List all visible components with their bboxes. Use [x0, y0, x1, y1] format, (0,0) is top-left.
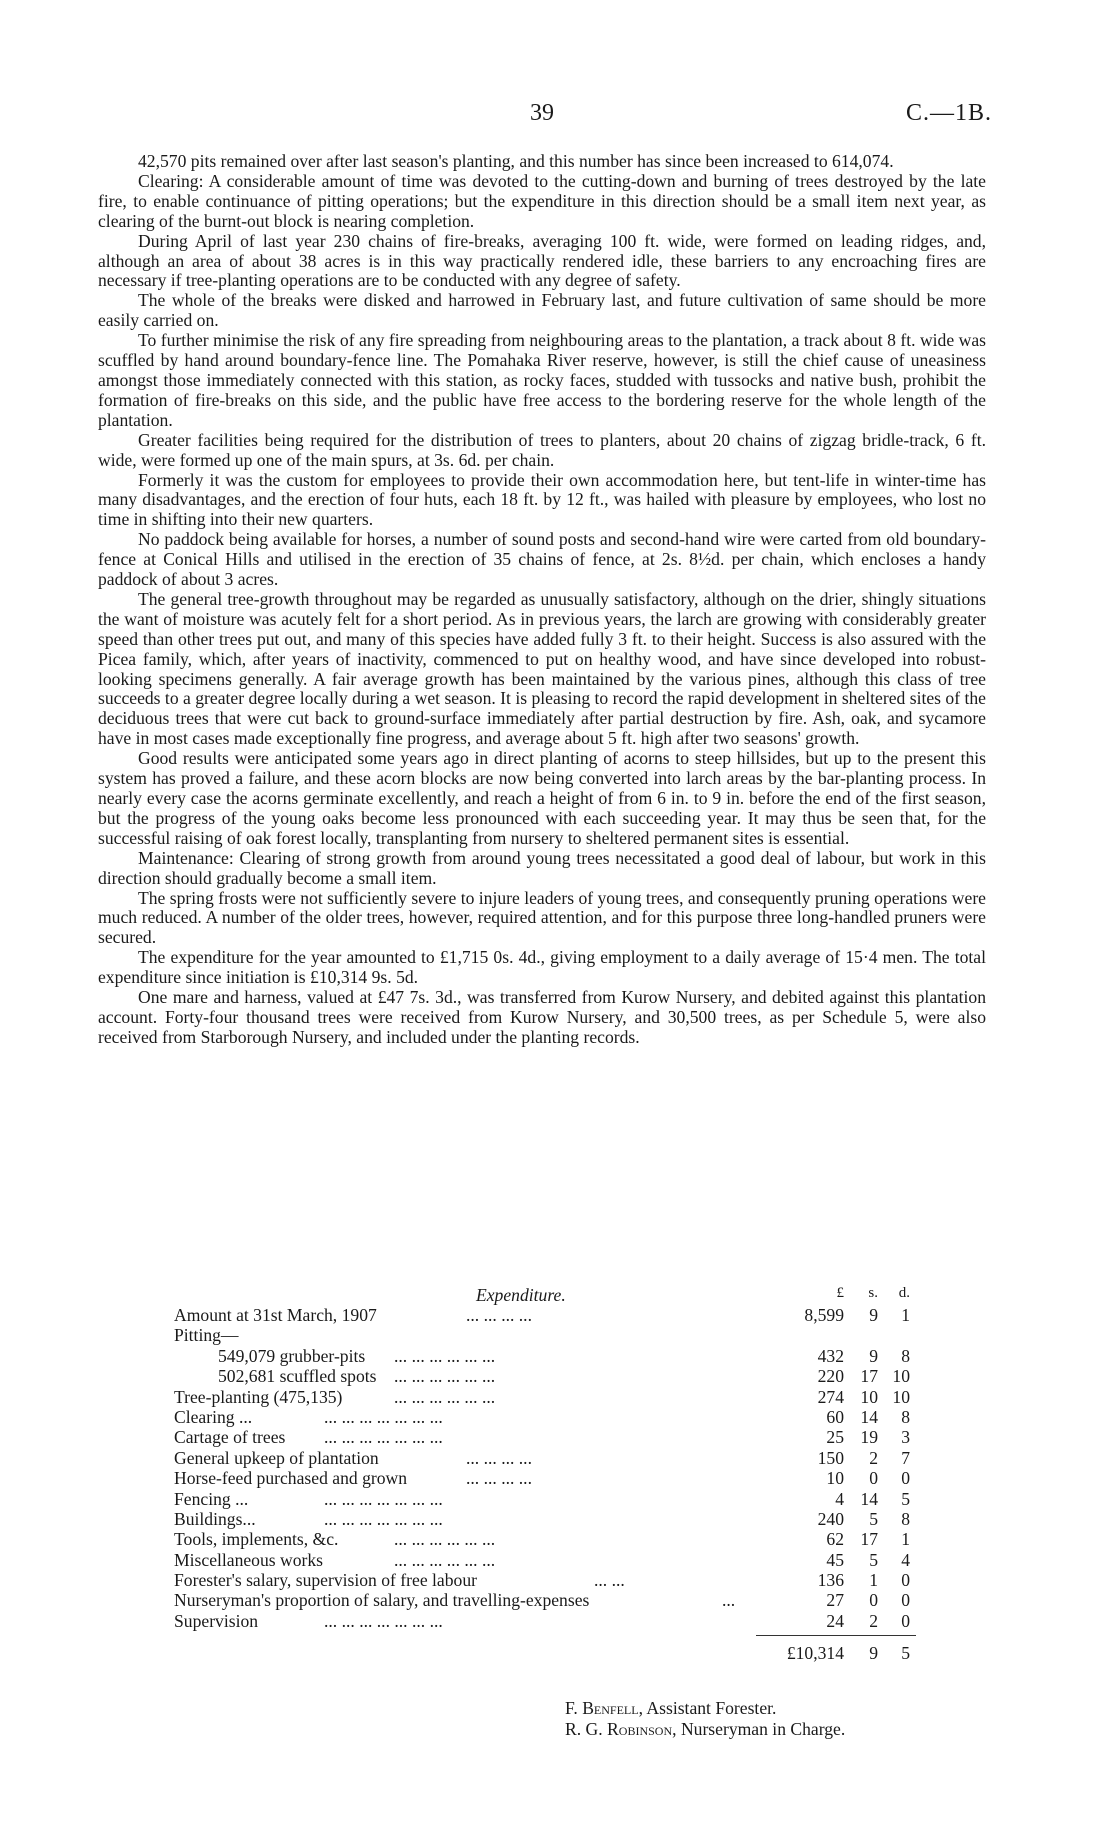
row-shillings: 5 [869, 1508, 878, 1529]
row-shillings: 17 [860, 1529, 878, 1550]
row-pence: 8 [901, 1508, 910, 1529]
row-label: Tree-planting (475,135) [174, 1386, 343, 1407]
row-shillings: 5 [869, 1549, 878, 1570]
paragraph: To further minimise the risk of any fire spreading from neighbouring areas to the plantation, a track about 8 ft. wide was scuffled by hand around boundary-fence line. The Pomahaka River reserve, however, is still the chief cause of uneasiness amongst those immediately connected with this station, as rocky faces, studded with tussocks and native bush, prohibit the formation of fire-breaks on this side, and the public have free access to the bordering reserve for the whole length of the plantation. [98, 330, 986, 430]
table-row: 502,681 scuffled spots ... ... ... ... ... ... 220 17 10 [218, 1366, 910, 1387]
paragraph: 42,570 pits remained over after last season's planting, and this number has since been increased to 614,074. [138, 151, 894, 171]
total-rule [756, 1635, 916, 1636]
row-shillings: 0 [869, 1590, 878, 1611]
row-shillings: 2 [869, 1610, 878, 1631]
paragraph: Good results were anticipated some years ago in direct planting of acorns to steep hillsides, but up to the present this system has proved a failure, and these acorn blocks are now being converted into larch areas by the bar-planting process. In nearly every case the acorns germinate excellently, and reach a height of from 6 in. to 9 in. before the end of the first season, but the progress of the young oaks become less pronounced with each succeeding year. It may thus be seen that, for the successful raising of oak forest locally, transplanting from nursery to sheltered permanent sites is essential. [98, 748, 986, 848]
row-label: Pitting— [174, 1325, 239, 1346]
paragraph: Greater facilities being required for the distribution of trees to planters, about 20 chains of zigzag bridle-track, 6 ft. wide, were formed up one of the main spurs, at 3s. 6d. per chain. [98, 429, 986, 470]
paragraph: No paddock being available for horses, a number of sound posts and second-hand wire were carted from old boundary-fence at Conical Hills and utilised in the erection of 35 chains of fence, at 2s. 8½d. per chain, which encloses a handy paddock of about 3 acres. [98, 529, 986, 590]
signature-initials: R. G. [565, 1719, 603, 1739]
expenditure-title: Expenditure. [476, 1285, 566, 1305]
table-row: Fencing ... ... ... ... ... ... ... ... 4 14 5 [174, 1488, 910, 1509]
paragraph: During April of last year 230 chains of fire-breaks, averaging 100 ft. wide, were formed on leading ridges, and, although an area of about 38 acres is in this way practically rendered idle, these barriers to any encroaching fires are necessary if tree-planting operations are to be conducted with any degree of safety. [98, 230, 986, 291]
row-pounds: 150 [817, 1447, 844, 1468]
row-pounds: 60 [826, 1406, 844, 1427]
expenditure-header [174, 1285, 944, 1305]
page-number: 39 [530, 100, 554, 126]
row-pence: 0 [901, 1570, 910, 1591]
row-label: Clearing ... [174, 1406, 253, 1427]
row-label: Fencing ... [174, 1488, 249, 1509]
row-pounds: 45 [826, 1549, 844, 1570]
signatures [565, 1698, 845, 1740]
row-pounds: 432 [817, 1345, 844, 1366]
table-row: 549,079 grubber-pits ... ... ... ... ... ... 432 9 8 [218, 1345, 910, 1366]
row-label: Amount at 31st March, 1907 [174, 1305, 377, 1325]
row-pence: 10 [892, 1386, 910, 1407]
row-shillings: 9 [869, 1345, 878, 1366]
table-row: Horse-feed purchased and grown ... ... ... ... 10 0 0 [174, 1468, 910, 1489]
row-label: Buildings... [174, 1508, 256, 1529]
paragraph: The general tree-growth throughout may be regarded as unusually satisfactory, although on the drier, shingly situations the want of moisture was acutely felt for a short period. As in previous years, the larch are growing with considerably greater speed than other trees put out, and many of this species have added fully 3 ft. to their height. Success is also assured with the Picea family, which, after years of inactivity, commenced to put on healthy wood, and have since developed into robust-looking specimens generally. A fair average growth has been maintained by the various pines, although this class of tree succeeds to a greater degree locally during a wet season. It is pleasing to record the rapid development in sheltered sites of the deciduous trees that were cut back to ground-surface immediately after partial destruction by fire. Ash, oak, and sycamore have in most cases made exceptionally fine progress, and average about 5 ft. high after two seasons' growth. [98, 588, 986, 749]
row-shillings: 2 [869, 1447, 878, 1468]
paragraph: One mare and harness, valued at £47 7s. 3d., was transferred from Kurow Nursery, and debited against this plantation account. Forty-four thousand trees were received from Kurow Nursery, and 30,500 trees, as per Schedule 5, were also received from Starborough Nursery, and included under the planting records. [98, 987, 986, 1047]
row-label: Supervision [174, 1610, 259, 1631]
paragraph: Maintenance: Clearing of strong growth from around young trees necessitated a good deal of labour, but work in this direction should gradually become a small item. [98, 847, 986, 888]
row-pence: 7 [901, 1447, 910, 1468]
table-row: Tree-planting (475,135) ... ... ... ... ... ... 274 10 10 [174, 1386, 910, 1407]
row-pence: 1 [901, 1305, 910, 1325]
row-pounds: 24 [826, 1610, 844, 1631]
row-pence: 5 [901, 1488, 910, 1509]
row-label: Nurseryman's proportion of salary, and travelling-expenses [174, 1590, 590, 1611]
table-row: Nurseryman's proportion of salary, and travelling-expenses ... 27 0 0 [174, 1590, 910, 1611]
row-pence: 0 [901, 1590, 910, 1611]
row-label: 549,079 grubber-pits [218, 1345, 366, 1366]
row-pounds: 10 [826, 1468, 844, 1489]
row-label: General upkeep of plantation [174, 1447, 379, 1468]
row-pounds: 8,599 [804, 1305, 844, 1325]
table-row: Miscellaneous works ... ... ... ... ... ... 45 5 4 [174, 1549, 910, 1570]
page-header [0, 100, 1114, 130]
row-pounds: 274 [817, 1386, 844, 1407]
pence-heading: d. [898, 1285, 910, 1301]
row-pence: 8 [901, 1345, 910, 1366]
row-pence: 1 [901, 1529, 910, 1550]
row-label: Cartage of trees [174, 1427, 286, 1448]
row-pounds: 220 [817, 1366, 844, 1387]
row-shillings: 0 [869, 1468, 878, 1489]
row-pounds: 4 [835, 1488, 844, 1509]
table-row [174, 1325, 944, 1345]
row-pence: 4 [901, 1549, 910, 1570]
signature-title: Nurseryman in Charge. [680, 1719, 846, 1739]
row-shillings: 1 [869, 1570, 878, 1591]
total-shillings: 9 [869, 1643, 878, 1664]
total-pounds: £10,314 [786, 1643, 844, 1664]
row-pence: 8 [901, 1406, 910, 1427]
page-reference: C.—1B. [905, 100, 992, 126]
row-pence: 10 [892, 1366, 910, 1387]
table-row: Cartage of trees ... ... ... ... ... ... ... 25 19 3 [174, 1427, 910, 1448]
row-shillings: 17 [860, 1366, 878, 1387]
paragraph: The spring frosts were not sufficiently severe to injure leaders of young trees, and consequently pruning operations were much reduced. A number of the older trees, however, required attention, and for this purpose three long-handled pruners were secured. [98, 887, 986, 948]
row-shillings: 9 [869, 1305, 878, 1325]
signature-title: Assistant Forester. [646, 1698, 777, 1718]
row-pounds: 62 [826, 1529, 844, 1550]
table-row: Amount at 31st March, 1907 ... ... ... ... 8,599 9 1 [174, 1305, 910, 1325]
row-shillings: 14 [860, 1406, 878, 1427]
row-pounds: 25 [826, 1427, 844, 1448]
row-pence: 0 [901, 1610, 910, 1631]
table-row: Supervision ... ... ... ... ... ... ... 24 2 0 [174, 1610, 910, 1631]
row-pence: 0 [901, 1468, 910, 1489]
table-row: Tools, implements, &c. ... ... ... ... ... ... 62 17 1 [174, 1529, 910, 1550]
signature-initials: F. [565, 1698, 578, 1718]
report-body [98, 152, 986, 1048]
total-pence: 5 [901, 1643, 910, 1664]
row-shillings: 19 [860, 1427, 878, 1448]
expenditure-table [174, 1285, 944, 1664]
paragraph: Clearing: A considerable amount of time was devoted to the cutting-down and burning of trees destroyed by the late fire, to enable continuance of pitting operations; but the expenditure in this direction should be a small item next year, as clearing of the burnt-out block is nearing completion. [98, 170, 986, 231]
row-label: Forester's salary, supervision of free labour [174, 1570, 477, 1591]
row-pence: 3 [901, 1427, 910, 1448]
row-label: Tools, implements, &c. [174, 1529, 339, 1550]
signature-name: Robinson, [607, 1719, 677, 1739]
signature-line [565, 1719, 845, 1740]
pounds-heading: £ [836, 1285, 844, 1301]
table-row: Forester's salary, supervision of free labour ... ... 136 1 0 [174, 1570, 910, 1591]
table-row: General upkeep of plantation ... ... ... ... 150 2 7 [174, 1447, 910, 1468]
table-row: Clearing ... ... ... ... ... ... ... ... 60 14 8 [174, 1406, 910, 1427]
row-pounds: 27 [826, 1590, 844, 1611]
row-pounds: 136 [817, 1570, 844, 1591]
paragraph: The expenditure for the year amounted to £1,715 0s. 4d., giving employment to a daily average of 15·4 men. The total expenditure since initiation is £10,314 9s. 5d. [98, 947, 986, 988]
row-label: 502,681 scuffled spots [218, 1366, 377, 1387]
row-label: Horse-feed purchased and grown [174, 1468, 408, 1489]
signature-name: Benfell, [582, 1698, 643, 1718]
paragraph: Formerly it was the custom for employees to provide their own accommodation here, but tent-life in winter-time has many disadvantages, and the erection of four huts, each 18 ft. by 12 ft., was hailed with pleasure by employees, who lost no time in shifting into their new quarters. [98, 469, 986, 530]
row-shillings: 10 [860, 1386, 878, 1407]
shillings-heading: s. [868, 1285, 878, 1301]
row-label: Miscellaneous works [174, 1549, 324, 1570]
total-row [174, 1631, 944, 1664]
row-pounds: 240 [817, 1508, 844, 1529]
table-row: Buildings... ... ... ... ... ... ... ... 240 5 8 [174, 1508, 910, 1529]
paragraph: The whole of the breaks were disked and harrowed in February last, and future cultivation of same should be more easily carried on. [98, 290, 986, 331]
row-shillings: 14 [860, 1488, 878, 1509]
signature-line [565, 1698, 845, 1719]
